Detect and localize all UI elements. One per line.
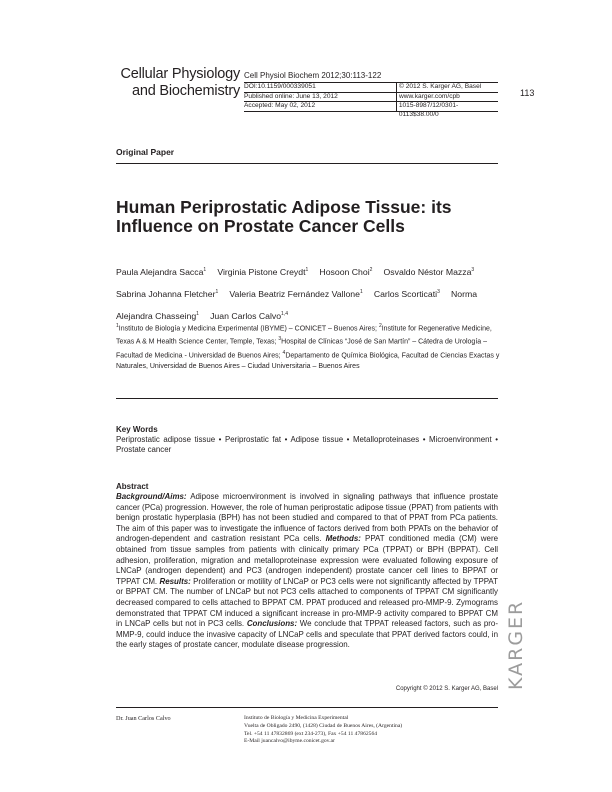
author-affiliation-number: 1	[359, 288, 363, 295]
author-affiliation-number: 1	[305, 267, 309, 273]
author-name: Osvaldo Néstor Mazza	[383, 266, 472, 277]
affiliation-text: Hospital de Clínicas “José de San Martín” – Cátedra de Urología – Facultad de Medicina - Universidad de Buenos Aires;	[116, 338, 487, 359]
doi: DOI:10.1159/000339051	[244, 83, 397, 92]
page-number: 113	[520, 88, 535, 98]
abstract-background: Adipose microenvironment is involved in signaling pathways that influence prostate cancer (PCa) progression. However, the role of human periprostatic adipose tissue (PPAT) from patients with benign prostatic hyperplasia (BPH) has not been studied and compared to that of PPAT from PCa patients. The aim of this paper was to investigate the influence of factors derived from both PPATs on the behavior of androgen-dependent and castration resistant PCa cells.	[116, 492, 498, 544]
article-meta-table	[244, 70, 498, 118]
abstract-text	[116, 492, 498, 651]
meta-row-doi	[244, 83, 498, 93]
affiliation-text: Institute for Regenerative Medicine, Texas A & M Health Science Center, Temple, Texas;	[116, 325, 492, 346]
author-affiliation-number: 3	[437, 288, 440, 295]
affiliation-number: 3	[278, 336, 282, 343]
abstract-results: Proliferation or motility of LNCaP or PC3 cells were not significantly affected by TPPAT or BPPAT CM. The number of LNCaP but not PC3 cells attached to components of TPPAT CM significantly decreased compared to cells attached to BPPAT CM. PPAT produced and released pro-MMP-9. Zymograms demonstrated that TPPAT CM induced a significant increase in pro-MMP-9 activity compared to BPPAT CM in LNCaP cells but not in PC3 cells.	[116, 576, 498, 629]
meta-row-accepted	[244, 102, 498, 118]
journal-name-line2: and Biochemistry	[131, 83, 240, 99]
copyright-notice: © 2012 S. Karger AG, Basel	[399, 83, 482, 90]
correspondence-line: Vuelta de Obligado 2490, (1428) Ciudad de Buenos Aires, (Argentina)	[244, 722, 403, 729]
correspondence-email: E-Mail juancalvo@ibyme.conicet.gov.ar	[244, 738, 335, 745]
issn: 1015-8987/12/0301-0113$38.00/0	[398, 102, 459, 118]
abstract-results-label: Results:	[159, 576, 191, 586]
journal-url: www.karger.com/cpb	[399, 92, 460, 100]
author-name: Valeria Beatriz Fernández Vallone	[229, 288, 360, 299]
correspondence-name: Dr. Juan Carlos Calvo	[116, 715, 171, 722]
published-date: Published online: June 13, 2012	[244, 93, 397, 102]
affiliations	[116, 321, 501, 372]
journal-logo	[118, 66, 240, 100]
abstract-conclusions: We conclude that TPPAT released factors, such as pro-MMP-9, could induce the invasive capacity of LNCaP cells and speculate that PPAT derived factors could, in the early stages of prostate cancer, modulate disease progression.	[116, 619, 498, 650]
abstract-conclusions-label: Conclusions:	[246, 619, 298, 629]
author-name: Virginia Pistone Creydt	[217, 266, 306, 277]
author-name: Paula Alejandra Sacca	[116, 266, 204, 277]
citation: Cell Physiol Biochem 2012;30:113-122	[244, 70, 498, 83]
affiliation-number: 1	[116, 323, 119, 329]
correspondence-line: Tel. +54 11 47832869 (ext 234-273), Fax +54 11 47862564	[244, 730, 378, 737]
accepted-date: Accepted: May 02, 2012	[244, 102, 397, 111]
keywords-heading: Key Words	[116, 425, 158, 434]
paper-title: Human Periprostatic Adipose Tissue: its Influence on Prostate Cancer Cells	[116, 197, 452, 236]
author-affiliation-number: 3	[471, 267, 475, 273]
section-label: Original Paper	[116, 147, 175, 157]
author-name: Carlos Scorticati	[373, 288, 438, 299]
author-affiliation-number: 1,4	[281, 310, 288, 317]
copyright-footer: Copyright © 2012 S. Karger AG, Basel	[395, 686, 498, 692]
author-name: Hosoon Choi	[319, 266, 370, 277]
author-affiliation-number: 1	[203, 267, 207, 273]
affiliation-text: Instituto de Biología y Medicina Experimental (IBYME) – CONICET – Buenos Aires;	[118, 325, 379, 333]
abstract-background-label: Background/Aims:	[116, 492, 187, 501]
keywords-text: Periprostatic adipose tissue • Periprostatic fat • Adipose tissue • Metalloproteinases • Microenvironment • Prostate cancer	[116, 435, 498, 454]
journal-name-line1: Cellular Physiology	[120, 66, 240, 82]
author-name: Sabrina Johanna Fletcher	[116, 288, 216, 299]
author-affiliation-number: 2	[369, 267, 373, 273]
publisher-logo	[505, 590, 525, 690]
affiliation-number: 2	[378, 323, 382, 329]
abstract-methods: PPAT conditioned media (CM) were obtained from tissue samples from patients with clinically primary PCa (TPPAT) or BPH (BPPAT). Cell adhesion, proliferation, migration and metalloproteinase expression were evaluated following exposure of LNCaP (androgen dependent) and PC3 (androgen independent) prostate cancer cell lines to BPPAT or TPPAT CM.	[116, 534, 499, 586]
author-affiliation-number: 1	[215, 288, 219, 295]
correspondence-line: Instituto de Biología y Medicina Experimental	[244, 715, 349, 721]
author-name: Juan Carlos Calvo	[210, 310, 282, 321]
author-name: Norma Alejandra Chasseing	[116, 288, 478, 321]
abstract-methods-label: Methods:	[325, 534, 361, 544]
affiliation-text: Departamento de Química Biológica, Facultad de Ciencias Exactas y Naturales, Universidad de Buenos Aires – Ciudad Universitaria – Buenos Aires	[116, 351, 500, 370]
correspondence-address	[244, 715, 494, 746]
publisher-logo-text: KARGER	[505, 599, 527, 690]
author-list	[116, 260, 501, 326]
affiliations-divider	[116, 398, 498, 399]
author-affiliation-number: 1	[196, 310, 199, 317]
section-divider	[116, 163, 498, 164]
footer-divider	[116, 707, 498, 708]
abstract-heading: Abstract	[116, 482, 149, 491]
affiliation-number: 4	[282, 349, 286, 356]
meta-row-published	[244, 93, 498, 103]
